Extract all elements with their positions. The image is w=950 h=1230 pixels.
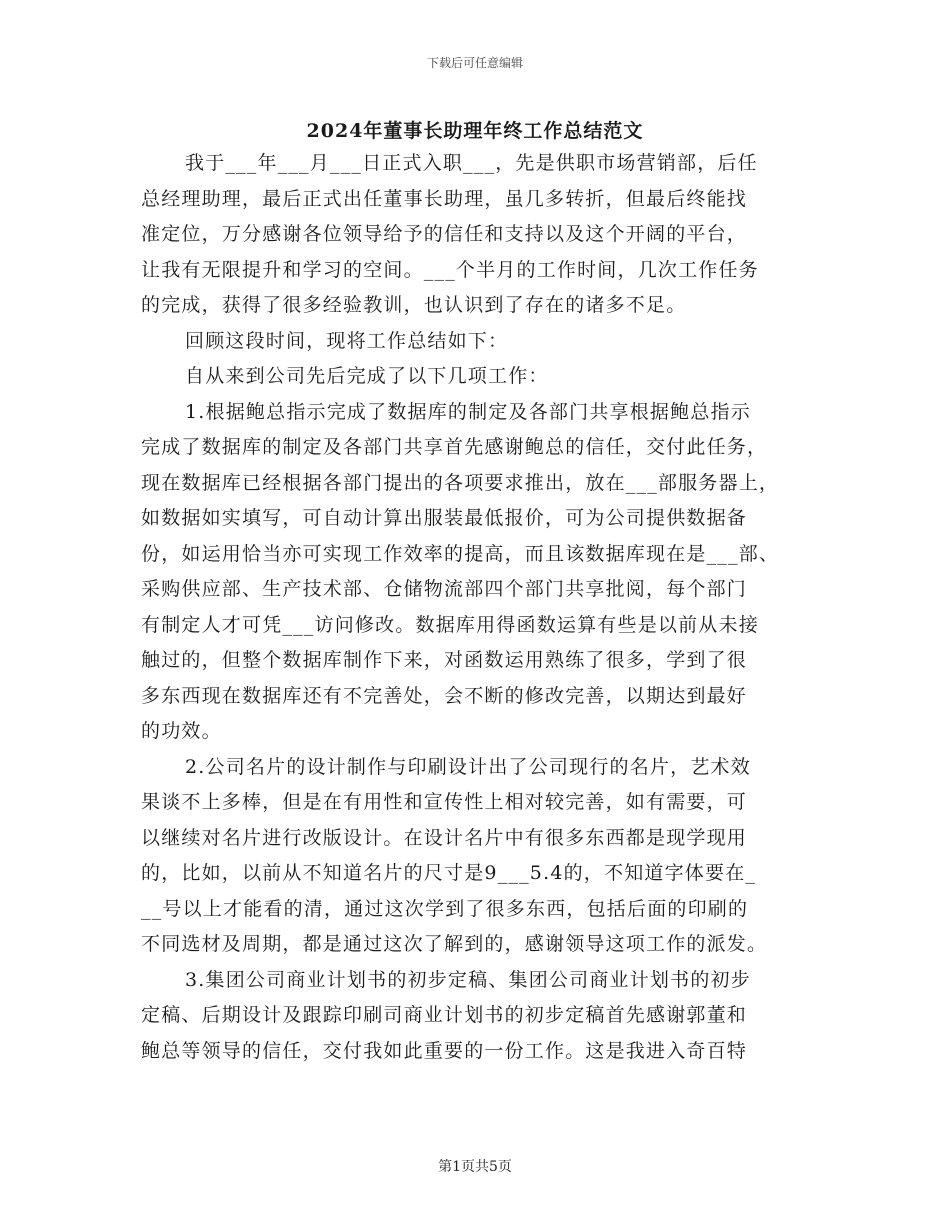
body-line: 有制定人才可凭___访问修改。数据库用得函数运算有些是以前从未接 bbox=[141, 613, 759, 636]
body-line: 采购供应部、生产技术部、仓储物流部四个部门共享批阅，每个部门 bbox=[141, 578, 748, 600]
body-line: 以继续对名片进行改版设计。在设计名片中有很多东西都是现学现用 bbox=[141, 826, 748, 849]
body-line: 如数据如实填写，可自动计算出服装最低报价，可为公司提供数据备 bbox=[141, 507, 748, 529]
body-line: 定稿、后期设计及跟踪印刷司商业计划书的初步定稿首先感谢郭董和 bbox=[141, 1004, 748, 1026]
page-number: 第1页共5页 bbox=[438, 1159, 512, 1175]
body-line: 不同选材及周期，都是通过这次了解到的，感谢领导这项工作的派发。 bbox=[141, 933, 768, 955]
body-line: 完成了数据库的制定及各部门共享首先感谢鲍总的信任，交付此任务， bbox=[141, 436, 768, 458]
body-line: 份，如运用恰当亦可实现工作效率的提高，而且该数据库现在是___部、 bbox=[141, 542, 780, 565]
body-line: 自从来到公司先后完成了以下几项工作： bbox=[185, 365, 549, 387]
body-line: 触过的，但整个数据库制作下来，对函数运用熟练了很多，学到了很 bbox=[141, 649, 748, 671]
header-note: 下载后可任意编辑 bbox=[426, 56, 523, 70]
body-line: 2.公司名片的设计制作与印刷设计出了公司现行的名片，艺术效 bbox=[185, 755, 751, 778]
body-line: 的完成，获得了很多经验教训，也认识到了存在的诸多不足。 bbox=[141, 294, 687, 316]
body-line: 让我有无限提升和学习的空间。___个半月的工作时间，几次工作任务 bbox=[141, 258, 759, 281]
body-line: 回顾这段时间，现将工作总结如下： bbox=[185, 329, 509, 352]
document-title: 2024年董事长助理年终工作总结范文 bbox=[306, 120, 644, 142]
body-line: 多东西现在数据库还有不完善处，会不断的修改完善，以期达到最好 bbox=[141, 684, 748, 707]
body-line: __号以上才能看的清，通过这次学到了很多东西，包括后面的印刷的 bbox=[141, 897, 749, 920]
body-line: 果谈不上多棒，但是在有用性和宣传性上相对较完善，如有需要，可 bbox=[141, 791, 748, 813]
body-line: 的，比如，以前从不知道名片的尺寸是9___5.4的，不知道字体要在_ bbox=[141, 862, 757, 884]
body-line: 总经理助理，最后正式出任董事长助理，虽几多转折，但最后终能找 bbox=[141, 187, 748, 210]
body-line: 鲍总等领导的信任，交付我如此重要的一份工作。这是我进入奇百特 bbox=[141, 1039, 748, 1062]
body-line: 准定位，万分感谢各位领导给予的信任和支持以及这个开阔的平台， bbox=[141, 223, 748, 245]
body-line: 现在数据库已经根据各部门提出的各项要求推出，放在___部服务器上， bbox=[141, 471, 780, 494]
document-body bbox=[141, 146, 811, 1069]
body-line: 1.根据鲍总指示完成了数据库的制定及各部门共享根据鲍总指示 bbox=[185, 400, 751, 423]
body-line: 3.集团公司商业计划书的初步定稿、集团公司商业计划书的初步 bbox=[185, 968, 751, 991]
body-line: 的功效。 bbox=[141, 720, 222, 742]
body-line: 我于___年___月___日正式入职___，先是供职市场营销部，后任 bbox=[185, 152, 758, 174]
